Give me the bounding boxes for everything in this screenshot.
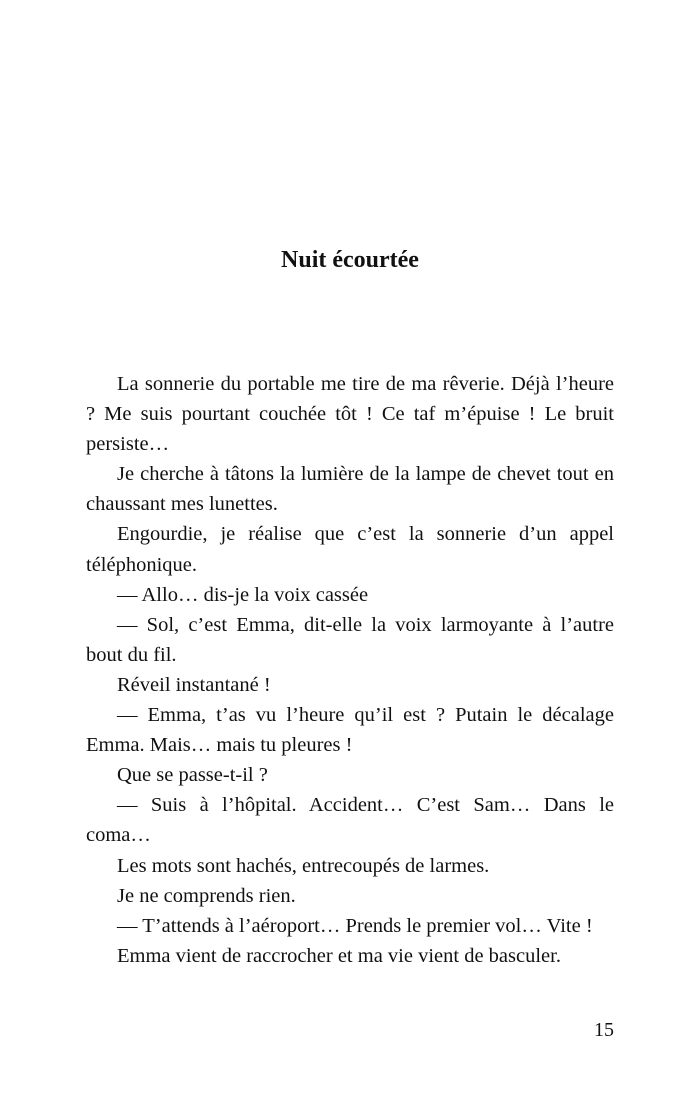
chapter-title: Nuit écourtée — [281, 247, 419, 273]
paragraph: Les mots sont hachés, entrecoupés de larmes. — [117, 854, 490, 877]
paragraph: — Emma, t’as vu l’heure qu’il est ? Putain le décalage Emma. Mais… mais tu pleures ! — [86, 704, 614, 757]
paragraph: Je ne comprends rien. — [117, 884, 296, 907]
paragraph: Je cherche à tâtons la lumière de la lampe de chevet tout en chaussant mes lunettes. — [86, 463, 614, 516]
paragraph: — Allo… dis-je la voix cassée — [117, 583, 369, 606]
paragraph: — Suis à l’hôpital. Accident… C’est Sam… Dans le coma… — [86, 794, 614, 847]
paragraph: — Sol, c’est Emma, dit-elle la voix larmoyante à l’autre bout du fil. — [86, 613, 614, 666]
body-text — [86, 369, 614, 971]
paragraph: La sonnerie du portable me tire de ma rêverie. Déjà l’heure ? Me suis pourtant couchée tôt ! Ce taf m’épuise ! Le bruit persiste… — [86, 373, 614, 456]
paragraph: — T’attends à l’aéroport… Prends le premier vol… Vite ! — [117, 914, 593, 937]
paragraph: Engourdie, je réalise que c’est la sonnerie d’un appel téléphonique. — [86, 523, 614, 576]
paragraph: Que se passe-t-il ? — [117, 764, 268, 787]
paragraph: Emma vient de raccrocher et ma vie vient de basculer. — [117, 944, 561, 967]
paragraph: Réveil instantané ! — [117, 673, 271, 696]
page-number: 15 — [594, 1019, 614, 1041]
